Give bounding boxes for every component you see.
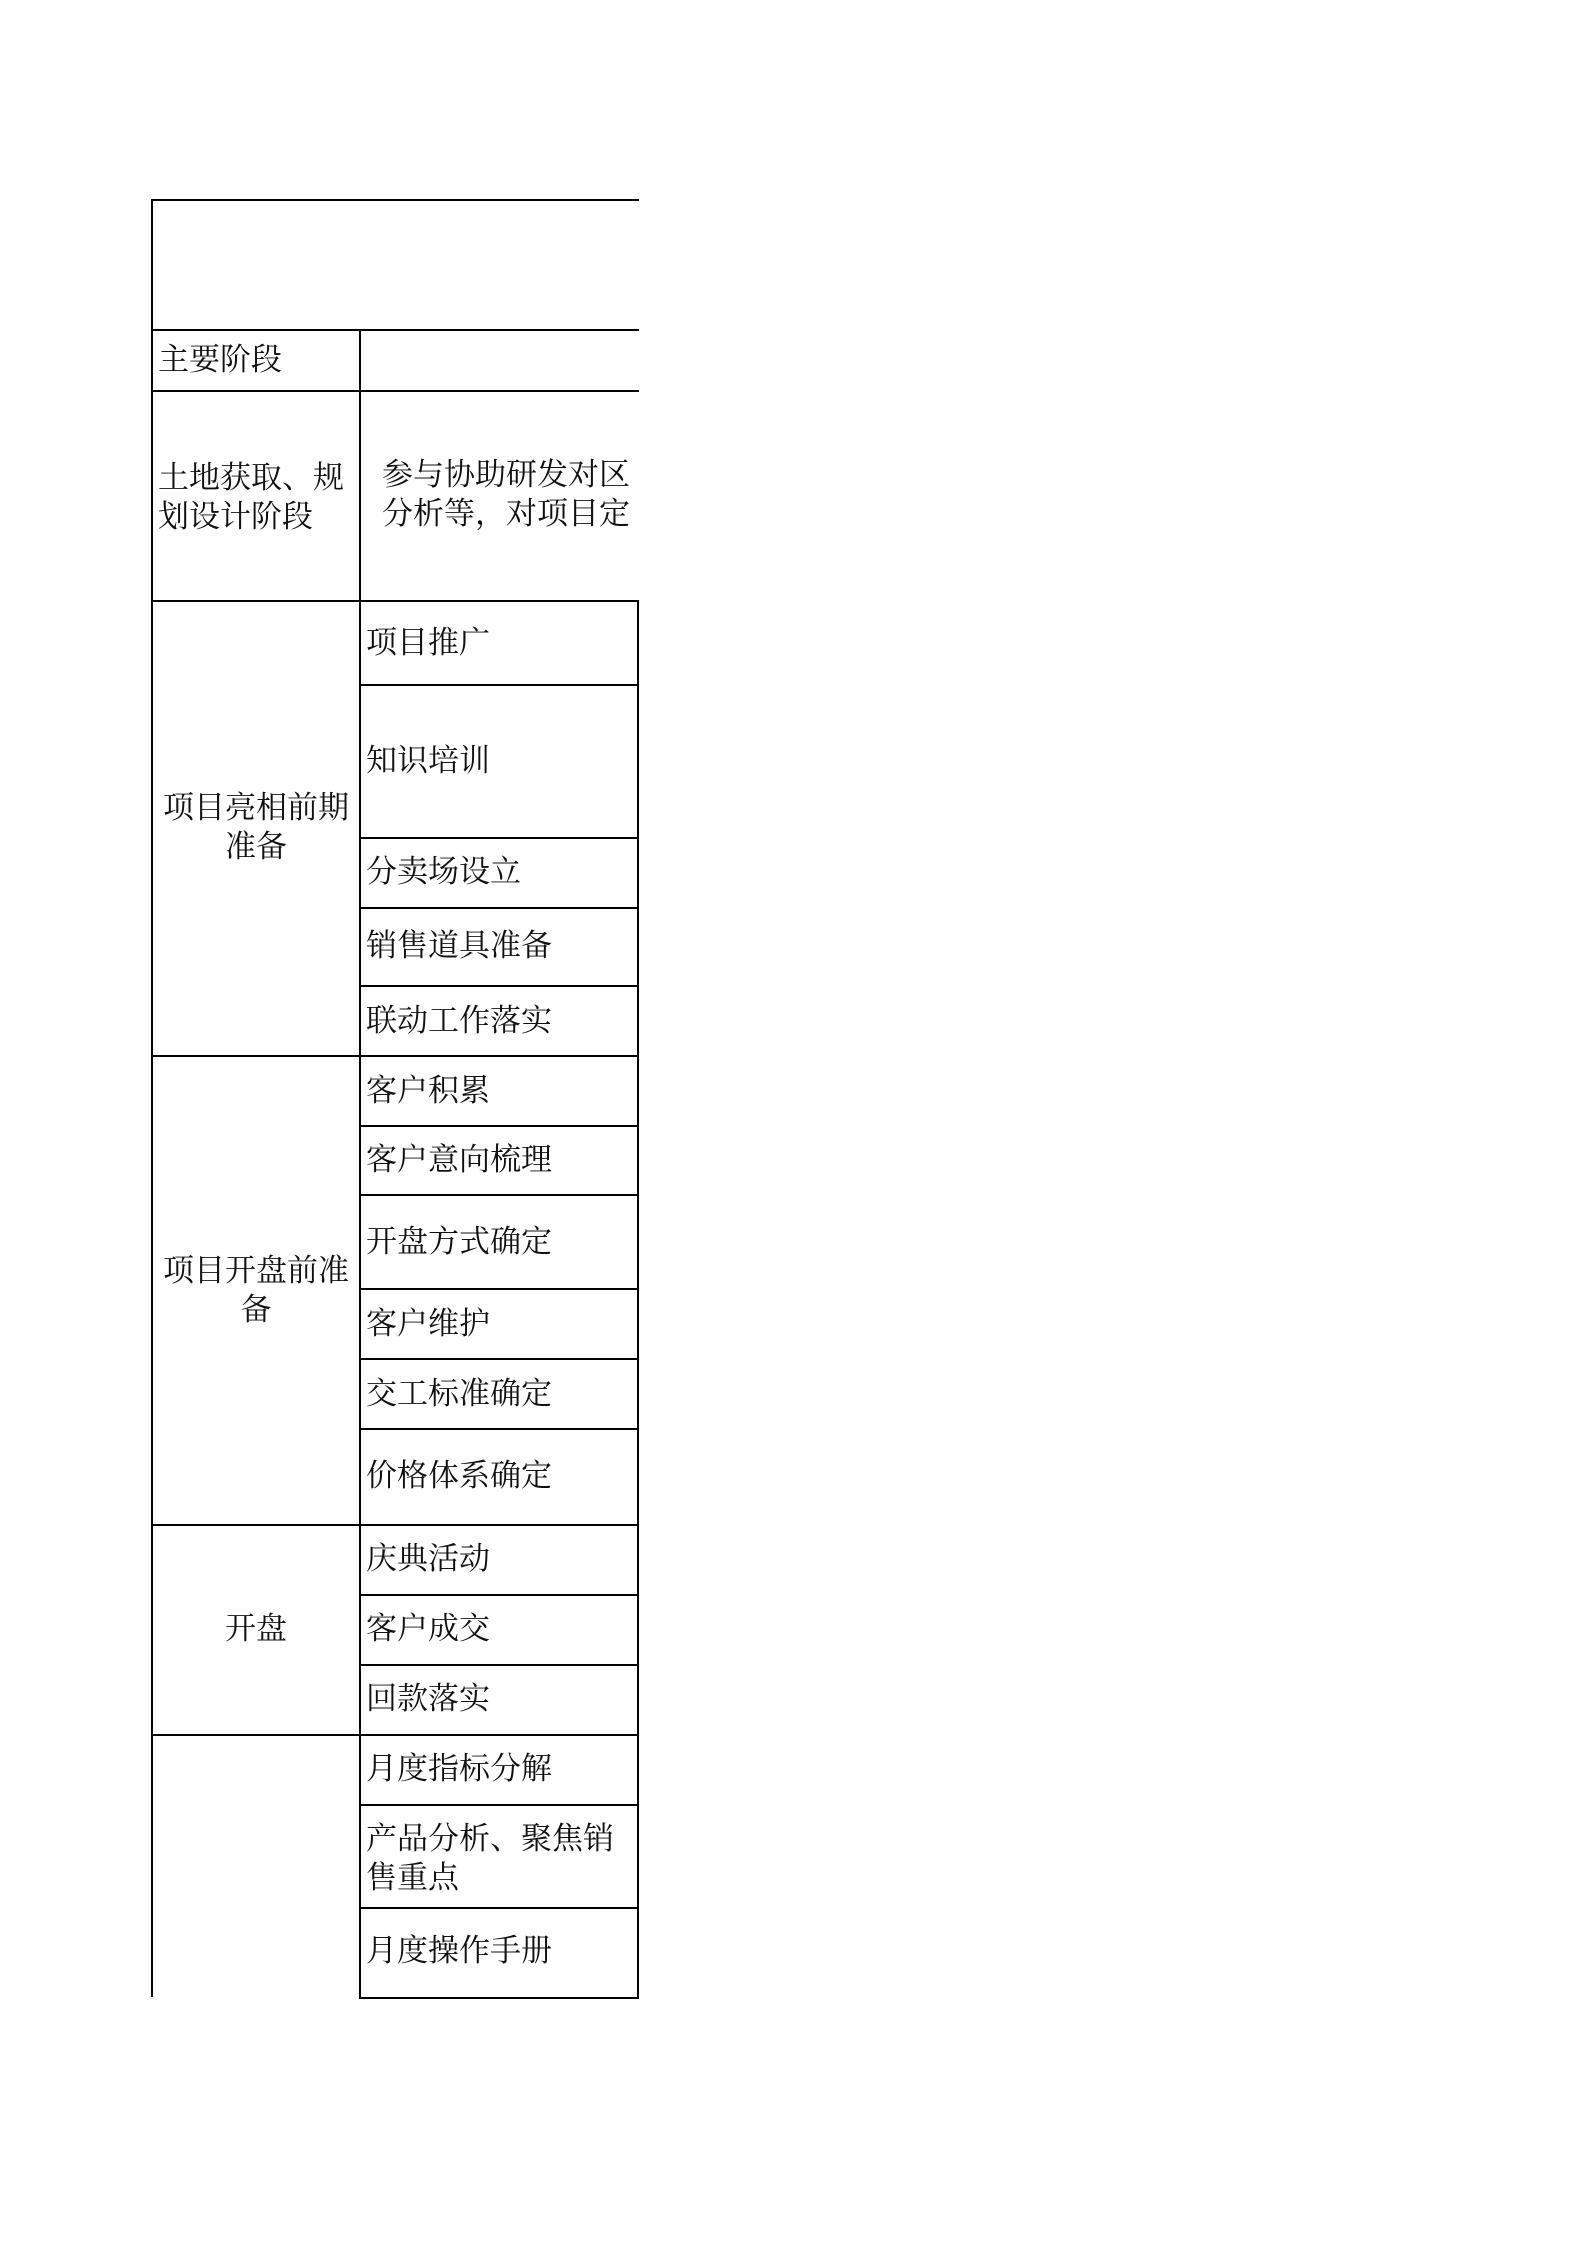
task-item: 月度指标分解 <box>366 1751 552 1787</box>
task-divider <box>360 1594 639 1596</box>
task-divider <box>360 1288 639 1290</box>
task-divider <box>360 1997 639 1999</box>
task-divider <box>360 1804 639 1806</box>
task-item: 价格体系确定 <box>366 1458 552 1494</box>
phase-divider <box>151 1055 639 1057</box>
table-top-border <box>151 199 639 201</box>
task-item: 知识培训 <box>366 743 490 779</box>
task-item: 回款落实 <box>366 1681 490 1717</box>
task-item: 开盘方式确定 <box>366 1224 552 1260</box>
land-phase-bottom-border <box>151 600 639 602</box>
phase-stage-label: 开盘 <box>225 1611 287 1647</box>
task-item: 庆典活动 <box>366 1541 490 1577</box>
task-divider <box>360 1194 639 1196</box>
table-left-border <box>151 199 153 1997</box>
task-item: 联动工作落实 <box>366 1003 552 1039</box>
task-item: 客户维护 <box>366 1306 490 1342</box>
task-divider <box>360 1664 639 1666</box>
task-item: 客户意向梳理 <box>366 1142 552 1178</box>
task-item: 客户成交 <box>366 1611 490 1647</box>
task-item: 交工标准确定 <box>366 1376 552 1412</box>
task-divider <box>360 684 639 686</box>
task-item: 月度操作手册 <box>366 1933 552 1969</box>
task-divider <box>360 1358 639 1360</box>
task-item: 产品分析、聚焦销 售重点 <box>366 1821 614 1896</box>
task-divider <box>360 985 639 987</box>
task-divider <box>360 1125 639 1127</box>
phase-stage-label: 项目亮相前期 准备 <box>163 790 349 865</box>
task-divider <box>360 1428 639 1430</box>
land-phase-description: 参与协助研发对区 分析等，对项目定 <box>382 457 630 532</box>
stage-column-header: 主要阶段 <box>158 342 282 378</box>
task-item: 分卖场设立 <box>366 854 521 890</box>
task-column-divider <box>637 600 639 1999</box>
stage-column-divider <box>359 329 361 1999</box>
phase-stage-label: 项目开盘前准 备 <box>163 1253 349 1328</box>
task-divider <box>360 1907 639 1909</box>
phase-divider <box>151 1734 639 1736</box>
task-divider <box>360 837 639 839</box>
task-divider <box>360 907 639 909</box>
task-item: 项目推广 <box>366 625 490 661</box>
task-item: 客户积累 <box>366 1073 490 1109</box>
title-bottom-border <box>151 329 639 331</box>
land-phase-stage: 土地获取、规 划设计阶段 <box>158 460 344 535</box>
task-item: 销售道具准备 <box>366 928 552 964</box>
phase-divider <box>151 1524 639 1526</box>
land-phase-description-cell <box>362 392 637 598</box>
